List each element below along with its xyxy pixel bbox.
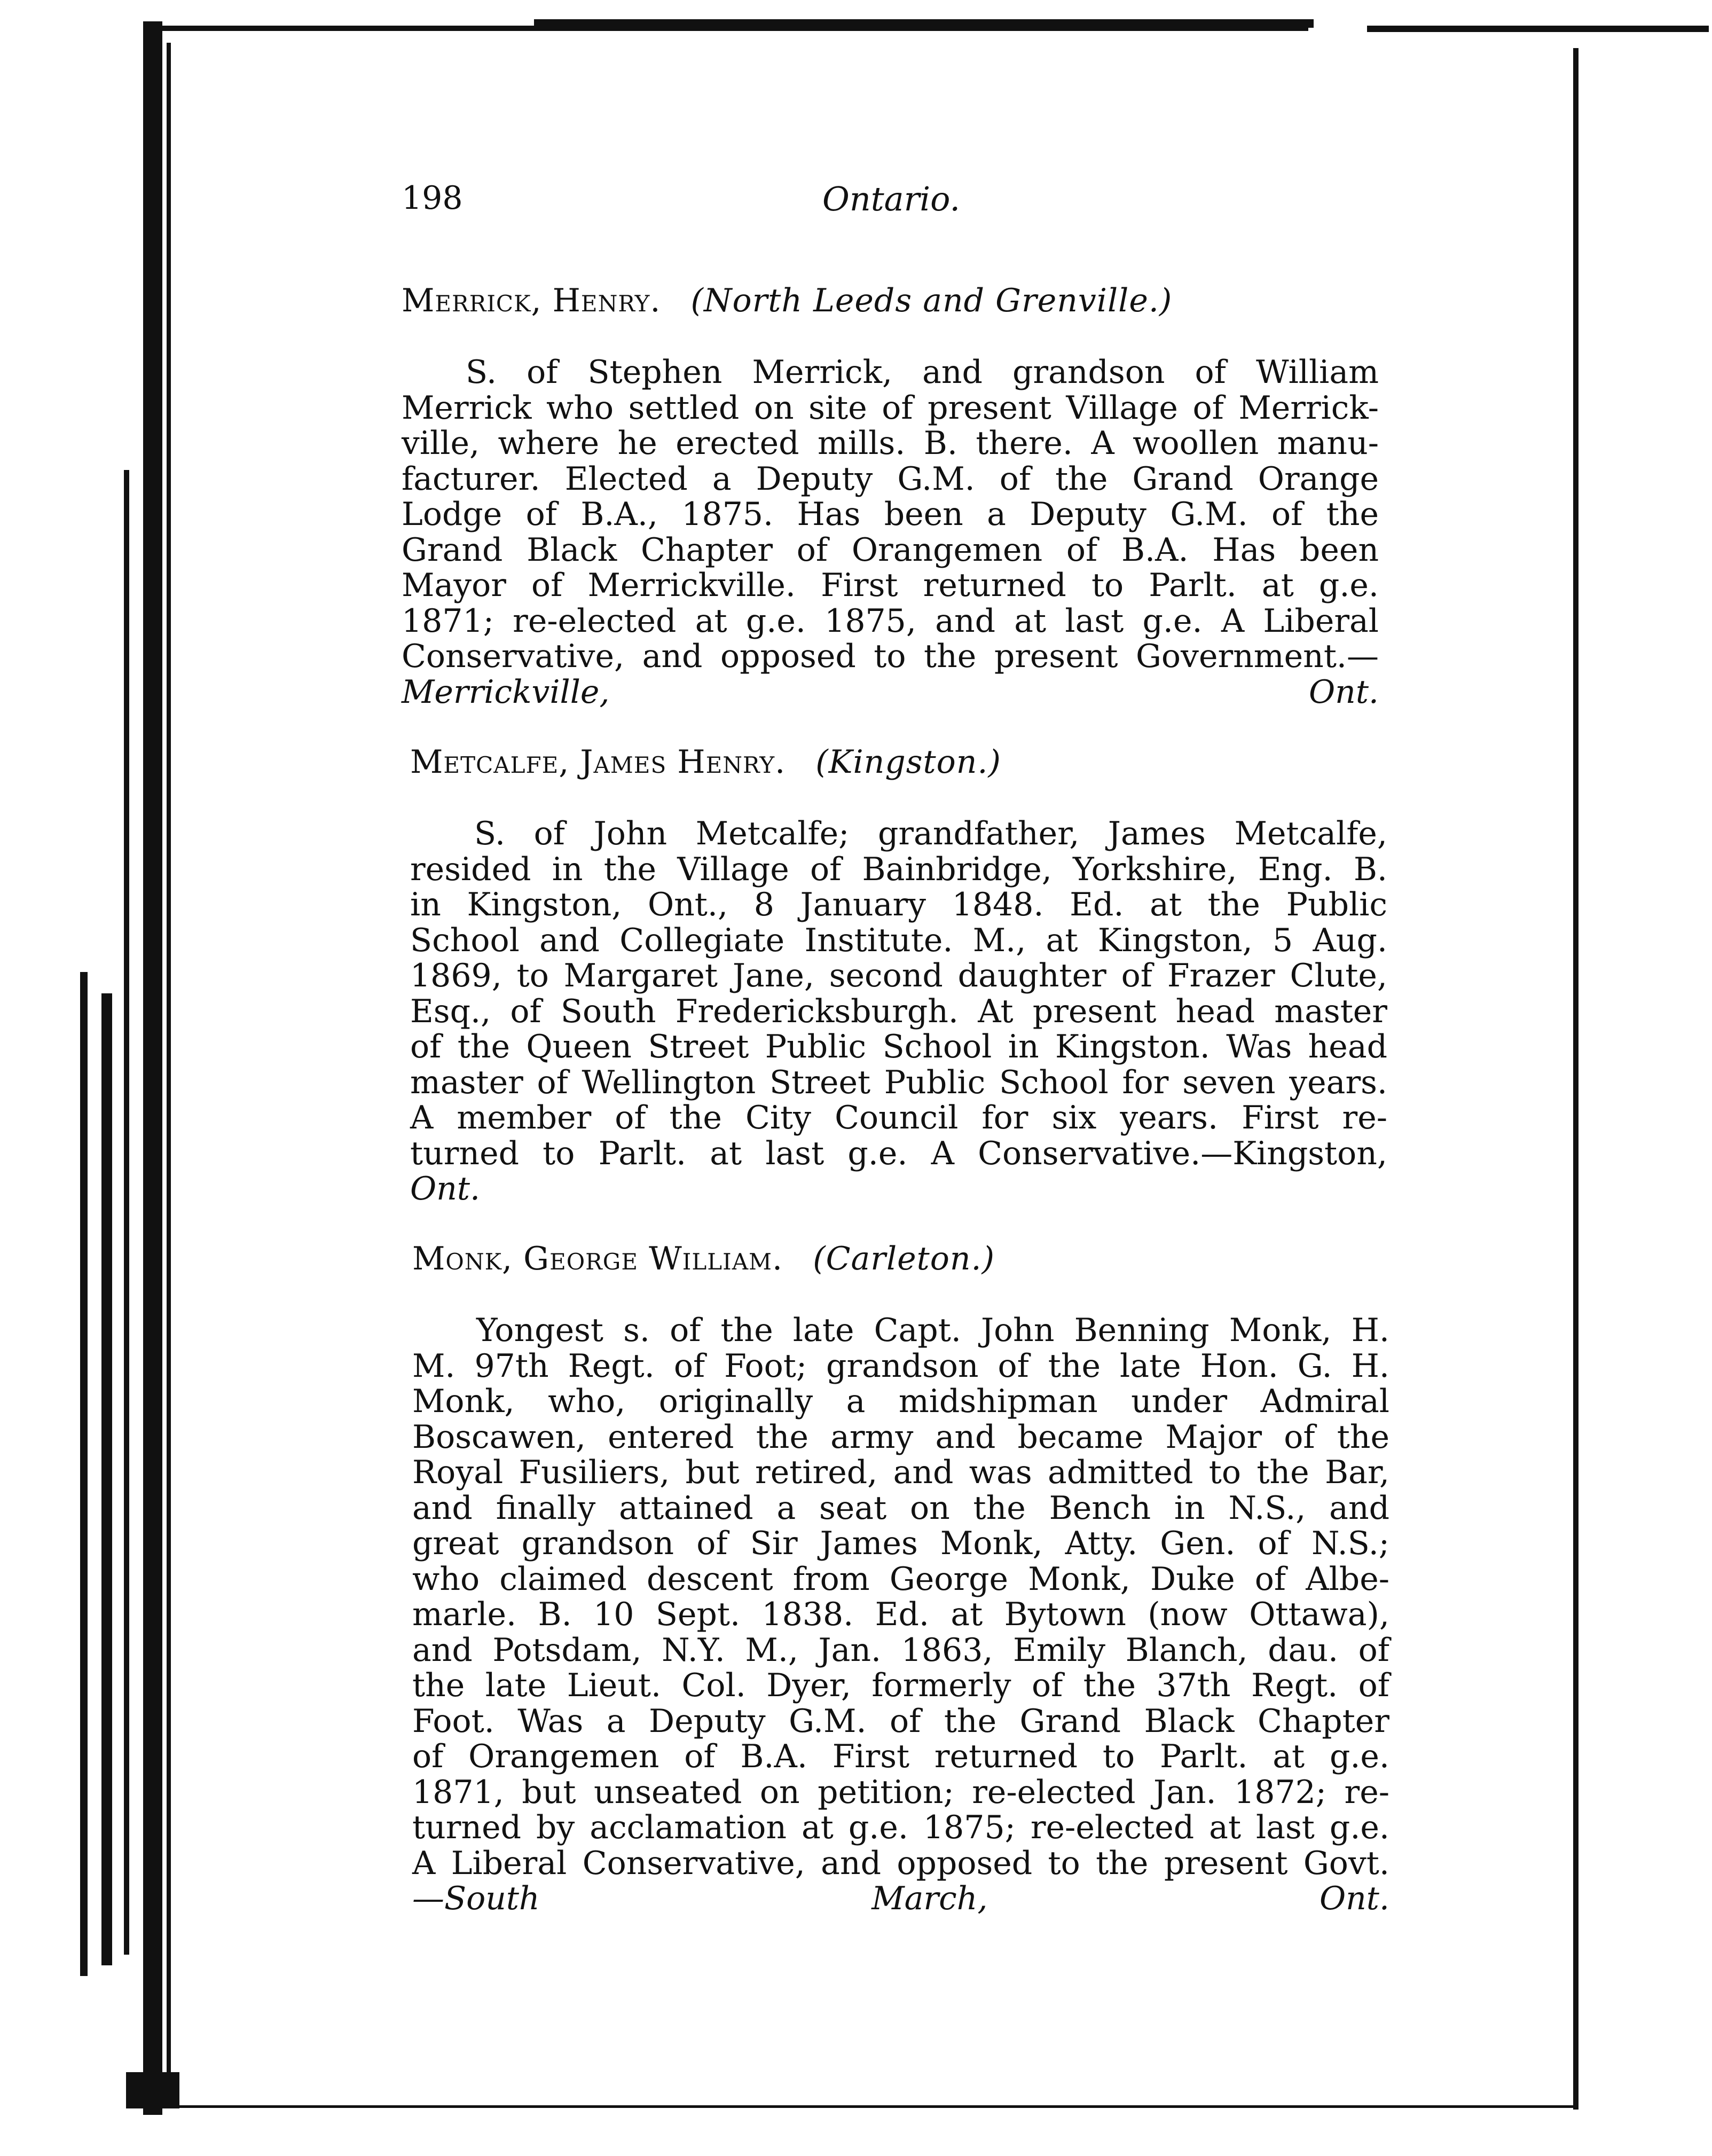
text-line: who claimed descent from George Monk, Duke of Albe- [412, 1560, 1389, 1598]
entry-heading [410, 743, 1387, 781]
text-line: S. of John Metcalfe; grandfather, James Metcalfe, [474, 815, 1387, 852]
text-line: Monk, who, originally a midshipman under Admiral [412, 1383, 1389, 1420]
far-left-binding-marks-2 [101, 993, 112, 1965]
far-left-binding-marks [80, 972, 88, 1976]
text-line: Grand Black Chapter of Orangemen of B.A. Has been [402, 531, 1379, 569]
right-edge-line [1573, 48, 1579, 2110]
text-line: resided in the Village of Bainbridge, Yorkshire, Eng. B. [410, 850, 1387, 888]
text-line: A member of the City Council for six years. First re- [410, 1099, 1387, 1136]
text-line: of the Queen Street Public School in Kingston. Was head [410, 1028, 1387, 1065]
text-line: Lodge of B.A., 1875. Has been a Deputy G.M. of the [402, 496, 1379, 533]
text-line: Merrick who settled on site of present Village of Merrick- [402, 389, 1379, 427]
text-line: 1869, to Margaret Jane, second daughter of Frazer Clute, [410, 957, 1387, 994]
top-right-border-line [1367, 26, 1709, 32]
text-line: the late Lieut. Col. Dyer, formerly of the 37th Regt. of [412, 1667, 1389, 1704]
biography-entry-monk [412, 1240, 1389, 1917]
page-number: 198 [402, 179, 463, 217]
constituency: (North Leeds and Grenville.) [690, 282, 1173, 319]
text-line: in Kingston, Ont., 8 January 1848. Ed. at the Public [410, 886, 1387, 923]
biography-text [402, 355, 1379, 710]
text-line: Conservative, and opposed to the present Government.— [402, 638, 1379, 675]
biography-entry-metcalfe [410, 743, 1387, 1207]
member-name: Monk, George William. [412, 1240, 783, 1277]
text-line: Foot. Was a Deputy G.M. of the Grand Black Chapter [412, 1702, 1389, 1740]
biography-entry-merrick [402, 282, 1379, 710]
residence: Ont. [410, 1170, 481, 1208]
text-line: M. 97th Regt. of Foot; grandson of the late Hon. G. H. [412, 1347, 1389, 1385]
text-line: 1871; re-elected at g.e. 1875, and at last g.e. A Liberal [402, 602, 1379, 640]
text-line: facturer. Elected a Deputy G.M. of the Grand Orange [402, 460, 1379, 498]
residence: —South March, Ont. [412, 1880, 1389, 1917]
text-line: Esq., of South Fredericksburgh. At present head master [410, 992, 1387, 1030]
text-line: of Orangemen of B.A. First returned to Parlt. at g.e. [412, 1738, 1389, 1775]
text-line: A Liberal Conservative, and opposed to the present Govt. [412, 1844, 1389, 1882]
text-line: Boscawen, entered the army and became Major of the [412, 1418, 1389, 1456]
bottom-left-corner-mark [126, 2072, 179, 2108]
text-line: 1871, but unseated on petition; re-elected Jan. 1872; re- [412, 1773, 1389, 1811]
text-line: Yongest s. of the late Capt. John Benning Monk, H. [476, 1312, 1389, 1349]
constituency: (Kingston.) [815, 743, 1001, 781]
text-line: ville, where he erected mills. B. there. A woollen manu- [402, 425, 1379, 462]
bottom-border-line [176, 2105, 1575, 2108]
text-line: Mayor of Merrickville. First returned to Parlt. at g.e. [402, 567, 1379, 604]
member-name: Metcalfe, James Henry. [410, 743, 786, 781]
text-line: S. of Stephen Merrick, and grandson of William [466, 354, 1379, 391]
text-line: and Potsdam, N.Y. M., Jan. 1863, Emily Blanch, dau. of [412, 1631, 1389, 1669]
text-line: and finally attained a seat on the Bench in N.S., and [412, 1489, 1389, 1527]
text-line: turned by acclamation at g.e. 1875; re-elected at last g.e. [412, 1809, 1389, 1846]
entry-heading [402, 282, 1379, 319]
text-line: turned to Parlt. at last g.e. A Conservative.—Kingston, [410, 1134, 1387, 1172]
biography-text [412, 1313, 1389, 1917]
biography-text [410, 816, 1387, 1207]
left-spine-edge [143, 21, 162, 2115]
text-line: marle. B. 10 Sept. 1838. Ed. at Bytown (now Ottawa), [412, 1596, 1389, 1633]
left-spine-edge-inner [167, 43, 171, 2104]
running-head: Ontario. [822, 179, 961, 218]
entry-heading [412, 1240, 1389, 1277]
constituency: (Carleton.) [813, 1240, 995, 1277]
text-line: great grandson of Sir James Monk, Atty. Gen. of N.S.; [412, 1525, 1389, 1562]
text-line: master of Wellington Street Public School for seven years. [410, 1063, 1387, 1101]
top-border-line-thick [534, 19, 1314, 28]
text-line: School and Collegiate Institute. M., at Kingston, 5 Aug. [410, 921, 1387, 959]
far-left-binding-marks-3 [124, 470, 129, 1955]
text-line: Royal Fusiliers, but retired, and was admitted to the Bar, [412, 1454, 1389, 1491]
member-name: Merrick, Henry. [402, 282, 661, 319]
residence: Merrickville, Ont. [402, 673, 1379, 711]
